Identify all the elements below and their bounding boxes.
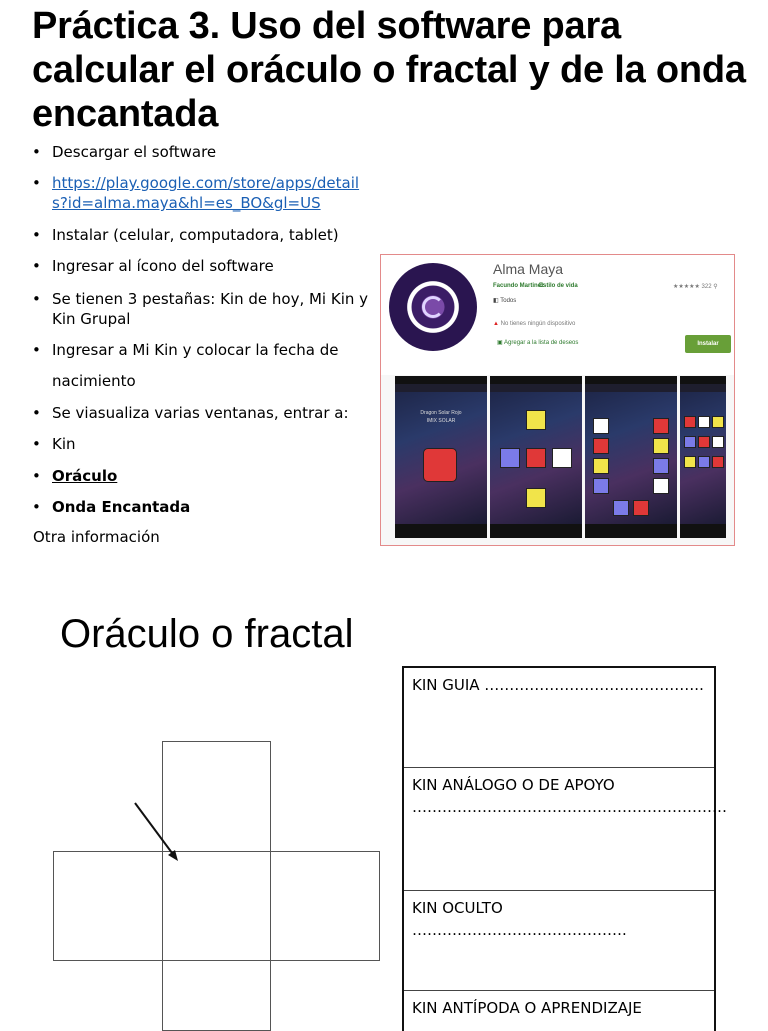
nav-bar: [490, 524, 582, 538]
oracle-top-icon: [526, 410, 546, 430]
rating-badge-icon: ◧: [493, 298, 501, 304]
store-header: [381, 255, 734, 375]
bullet-icon: •: [32, 174, 41, 192]
list-item: • Ingresar al ícono del software: [32, 257, 274, 275]
group-icon-3: [712, 416, 724, 428]
bullet-icon: •: [32, 341, 41, 359]
content-rating: ◧ Todos: [493, 298, 517, 304]
app-store-screenshot: [380, 254, 735, 546]
app-name: Alma Maya: [493, 261, 564, 277]
warning-icon: ▲: [493, 321, 501, 327]
group-icon-7: [684, 456, 696, 468]
nav-bar: [585, 524, 677, 538]
tab-bar: [395, 384, 487, 392]
app-rating: ★★★★★ 322 ⚲: [673, 284, 718, 290]
kin-analogo-cell[interactable]: KIN ANÁLOGO O DE APOYO ………………………………………………………: [404, 768, 714, 891]
screen-kin-title: Dragon Solar Rojo: [420, 410, 462, 416]
bullet-icon: •: [32, 467, 41, 485]
wave-icon-4: [593, 478, 609, 494]
app-screenshot-4[interactable]: [680, 376, 726, 538]
bullet-icon: •: [32, 257, 41, 275]
status-bar: [585, 376, 677, 384]
page-title: Práctica 3. Uso del software para calcular el oráculo o fractal y de la onda encantada: [32, 5, 746, 135]
tab-bar: [585, 384, 677, 392]
device-warning: ▲ No tienes ningún dispositivo: [493, 321, 576, 327]
wave-icon-3: [593, 458, 609, 474]
list-item: • Kin: [32, 435, 76, 453]
list-item-continuation: nacimiento: [52, 372, 136, 390]
bullet-icon: •: [32, 290, 41, 308]
other-info: Otra información: [33, 528, 160, 546]
group-icon-4: [684, 436, 696, 448]
oracle-bottom-icon: [526, 488, 546, 508]
status-bar: [490, 376, 582, 384]
bullet-icon: •: [32, 143, 41, 161]
status-bar: [395, 376, 487, 384]
group-icon-9: [712, 456, 724, 468]
group-icon-2: [698, 416, 710, 428]
developer-name: Facundo Martinez: [493, 283, 545, 289]
play-store-link[interactable]: https://play.google.com/store/apps/detail s?id=alma.maya&hl=es_BO&gl=US: [52, 174, 360, 212]
app-category: Estilo de vida: [539, 283, 578, 289]
wave-icon-7: [653, 458, 669, 474]
bullet-icon: •: [32, 404, 41, 422]
nav-bar: [395, 524, 487, 538]
app-screenshot-1[interactable]: [395, 376, 487, 538]
group-icon-1: [684, 416, 696, 428]
app-screenshot-2[interactable]: [490, 376, 582, 538]
kin-oculto-cell[interactable]: KIN OCULTO …………………………………….: [404, 891, 714, 991]
wave-icon-6: [653, 438, 669, 454]
wave-icon-5: [653, 418, 669, 434]
bullet-icon: •: [32, 435, 41, 453]
wave-icon-2: [593, 438, 609, 454]
spiral-icon: [422, 296, 444, 318]
app-screenshot-3[interactable]: [585, 376, 677, 538]
list-item: • Instalar (celular, computadora, tablet): [32, 226, 339, 244]
oracle-bottom-box: [162, 961, 271, 1031]
kin-glyph-icon: [423, 448, 457, 482]
wishlist-link[interactable]: ▣ Agregar a la lista de deseos: [497, 340, 579, 346]
list-item: • Ingresar a Mi Kin y colocar la fecha de: [32, 341, 339, 359]
arrow-icon: [130, 800, 190, 870]
download-link-item[interactable]: [30, 173, 385, 213]
list-item: • Se viasualiza varias ventanas, entrar a:: [32, 404, 349, 422]
wave-icon-10: [633, 500, 649, 516]
bullet-icon: •: [32, 226, 41, 244]
nav-bar: [680, 524, 726, 538]
kin-table: [402, 666, 727, 1031]
oracle-left-icon: [500, 448, 520, 468]
bookmark-icon: ▣: [497, 340, 505, 346]
screen-kin-sub: IMIX SOLAR: [426, 418, 456, 424]
install-button[interactable]: Instalar: [685, 335, 731, 353]
list-item: • Descargar el software: [32, 143, 217, 161]
list-item: • Onda Encantada: [32, 498, 191, 516]
oracle-right-icon: [552, 448, 572, 468]
kin-antipoda-cell[interactable]: KIN ANTÍPODA O APRENDIZAJE: [412, 999, 642, 1017]
wave-icon-9: [613, 500, 629, 516]
status-bar: [680, 376, 726, 384]
tab-bar: [680, 384, 726, 392]
kin-guia-cell[interactable]: KIN GUIA ……………………………………..: [404, 668, 714, 768]
list-item: • Oráculo: [32, 467, 118, 485]
app-logo: [389, 263, 477, 351]
tab-bar: [490, 384, 582, 392]
group-icon-6: [712, 436, 724, 448]
list-item: • Se tienen 3 pestañas: Kin de hoy, Mi Kin y Kin Grupal: [32, 290, 369, 328]
group-icon-8: [698, 456, 710, 468]
group-icon-5: [698, 436, 710, 448]
wave-icon-8: [653, 478, 669, 494]
bullet-icon: •: [32, 498, 41, 516]
section-title: Oráculo o fractal: [60, 612, 354, 656]
wave-icon-1: [593, 418, 609, 434]
oracle-center-icon: [526, 448, 546, 468]
